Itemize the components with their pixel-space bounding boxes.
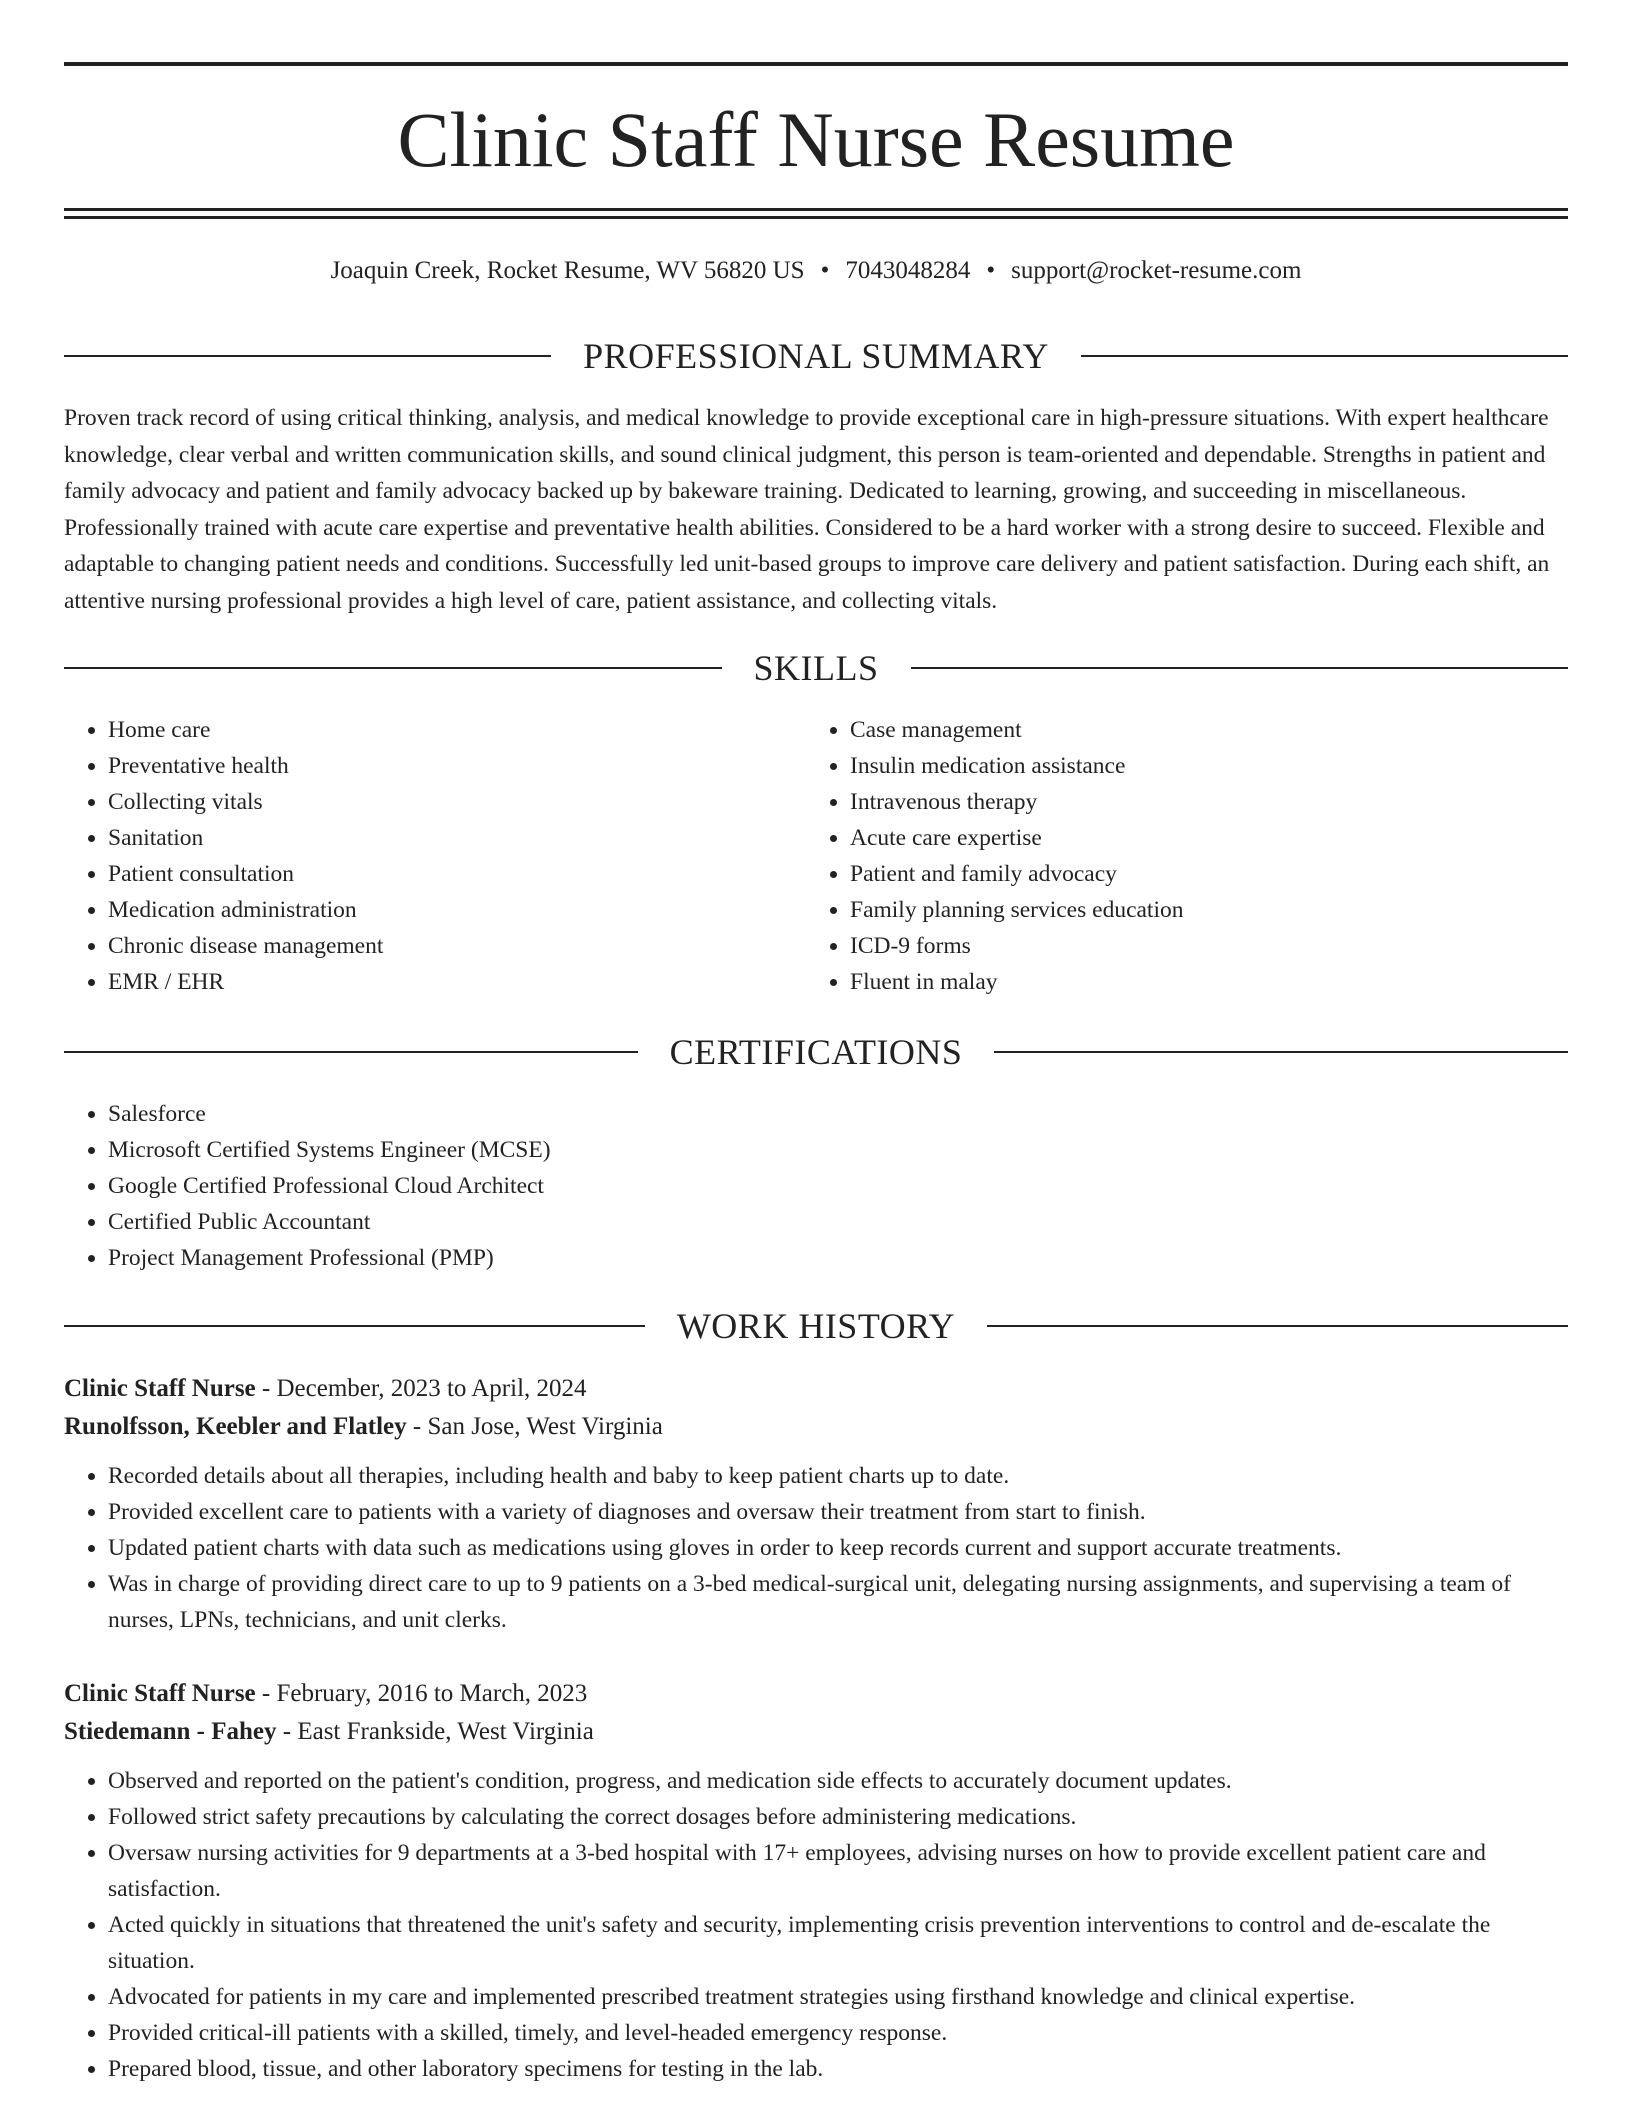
section-title: WORK HISTORY — [676, 1306, 956, 1346]
skills-list — [806, 712, 1506, 1000]
section-heading-work-history — [64, 1304, 1568, 1348]
certifications-list — [64, 1096, 1568, 1276]
skill-item: • Patient consultation — [108, 856, 764, 892]
title-rule-upper — [64, 208, 1568, 211]
job-duty-item: • Was in charge of providing direct care to up to 9 patients on a 3-bed medical-surgical unit, delegating nursing assignments, and supervising a team of nurses, LPNs, technicians, and unit clerks. — [108, 1566, 1568, 1638]
contact-address: Joaquin Creek, Rocket Resume, WV 56820 US — [330, 257, 805, 284]
section-rule — [64, 1325, 645, 1327]
job-title: Clinic Staff Nurse — [64, 1375, 256, 1402]
skill-item: • Intravenous therapy — [850, 784, 1506, 820]
skill-item: • Collecting vitals — [108, 784, 764, 820]
contact-phone: 7043048284 — [845, 257, 971, 284]
skills-column-right — [806, 712, 1506, 1000]
certifications-block — [64, 1096, 1568, 1276]
skill-item: • Patient and family advocacy — [850, 856, 1506, 892]
skill-item: • Family planning services education — [850, 892, 1506, 928]
job-employer: Runolfsson, Keebler and Flatley — [64, 1413, 407, 1440]
section-heading-skills — [64, 646, 1568, 690]
section-rule — [911, 667, 1569, 669]
job-duty-item: • Provided critical-ill patients with a skilled, timely, and level-headed emergency response. — [108, 2015, 1568, 2051]
job-employer: Stiedemann - Fahey — [64, 1718, 277, 1745]
job-duty-item: • Updated patient charts with data such as medications using gloves in order to keep records current and support accurate treatments. — [108, 1530, 1568, 1566]
skill-item: • Acute care expertise — [850, 820, 1506, 856]
section-heading-certifications — [64, 1030, 1568, 1074]
job-entry — [64, 1370, 1568, 1638]
certification-item: • Google Certified Professional Cloud Architect — [108, 1168, 1568, 1204]
skill-item: • Case management — [850, 712, 1506, 748]
section-rule — [987, 1325, 1568, 1327]
section-rule — [994, 1051, 1568, 1053]
contact-separator: • — [986, 257, 996, 284]
skill-item: • Chronic disease management — [108, 928, 764, 964]
certification-item: • Salesforce — [108, 1096, 1568, 1132]
job-title-line — [64, 1675, 1568, 1713]
section-heading-summary — [64, 334, 1568, 378]
section-rule — [64, 1051, 638, 1053]
section-title: SKILLS — [753, 648, 879, 688]
contact-email: support@rocket-resume.com — [1011, 257, 1302, 284]
job-duties-list — [64, 1763, 1568, 2087]
job-duty-item: • Provided excellent care to patients with a variety of diagnoses and oversaw their treatment from start to finish. — [108, 1494, 1568, 1530]
job-location: - San Jose, West Virginia — [406, 1413, 663, 1440]
skill-item: • EMR / EHR — [108, 964, 764, 1000]
job-title: Clinic Staff Nurse — [64, 1680, 256, 1707]
top-rule — [64, 62, 1568, 66]
job-duty-item: • Advocated for patients in my care and implemented prescribed treatment strategies using firsthand knowledge and clinical expertise. — [108, 1979, 1568, 2015]
section-title: PROFESSIONAL SUMMARY — [583, 336, 1049, 376]
skill-item: • Preventative health — [108, 748, 764, 784]
job-duty-item: • Acted quickly in situations that threatened the unit's safety and security, implementing crisis prevention interventions to control and de-escalate the situation. — [108, 1907, 1568, 1979]
skill-item: • Sanitation — [108, 820, 764, 856]
section-rule — [1081, 355, 1568, 357]
section-rule — [64, 355, 551, 357]
skill-item: • Home care — [108, 712, 764, 748]
job-duty-item: • Oversaw nursing activities for 9 departments at a 3-bed hospital with 17+ employees, advising nurses on how to provide excellent patient care and satisfaction. — [108, 1835, 1568, 1907]
certification-item: • Microsoft Certified Systems Engineer (MCSE) — [108, 1132, 1568, 1168]
skill-item: • Medication administration — [108, 892, 764, 928]
job-duty-item: • Observed and reported on the patient's condition, progress, and medication side effects to accurately document updates. — [108, 1763, 1568, 1799]
job-employer-line — [64, 1713, 1568, 1751]
section-title: CERTIFICATIONS — [669, 1032, 963, 1072]
job-title-line — [64, 1370, 1568, 1408]
title-rule-lower — [64, 216, 1568, 219]
job-dates: - February, 2016 to March, 2023 — [255, 1680, 588, 1707]
job-duties-list — [64, 1458, 1568, 1638]
skill-item: • Fluent in malay — [850, 964, 1506, 1000]
skill-item: • Insulin medication assistance — [850, 748, 1506, 784]
section-rule — [64, 667, 722, 669]
contact-separator: • — [820, 257, 830, 284]
summary-text: Proven track record of using critical thinking, analysis, and medical knowledge to provide exceptional care in high-pressure situations. With expert healthcare knowledge, clear verbal and written communication skills, and sound clinical judgment, this person is team-oriented and dependable. Strengths in patient and family advocacy and patient and family advocacy backed up by bakeware training. Dedicated to learning, growing, and succeeding in miscellaneous. Professionally trained with acute care expertise and preventative health abilities. Considered to be a hard worker with a strong desire to succeed. Flexible and adaptable to changing patient needs and conditions. Successfully led unit-based groups to improve care delivery and patient satisfaction. During each shift, an attentive nursing professional provides a high level of care, patient assistance, and collecting vitals. — [64, 405, 1550, 614]
contact-line — [64, 254, 1568, 288]
skills-list — [64, 712, 764, 1000]
skills-column-left — [64, 712, 764, 1000]
job-entry — [64, 1675, 1568, 2087]
skill-item: • ICD-9 forms — [850, 928, 1506, 964]
job-duty-item: • Recorded details about all therapies, including health and baby to keep patient charts up to date. — [108, 1458, 1568, 1494]
job-dates: - December, 2023 to April, 2024 — [255, 1375, 587, 1402]
job-duty-item: • Prepared blood, tissue, and other laboratory specimens for testing in the lab. — [108, 2051, 1568, 2087]
certification-item: • Project Management Professional (PMP) — [108, 1240, 1568, 1276]
job-location: - East Frankside, West Virginia — [276, 1718, 594, 1745]
certification-item: • Certified Public Accountant — [108, 1204, 1568, 1240]
job-duty-item: • Followed strict safety precautions by calculating the correct dosages before administering medications. — [108, 1799, 1568, 1835]
job-employer-line — [64, 1408, 1568, 1446]
resume-title: Clinic Staff Nurse Resume — [397, 96, 1235, 183]
